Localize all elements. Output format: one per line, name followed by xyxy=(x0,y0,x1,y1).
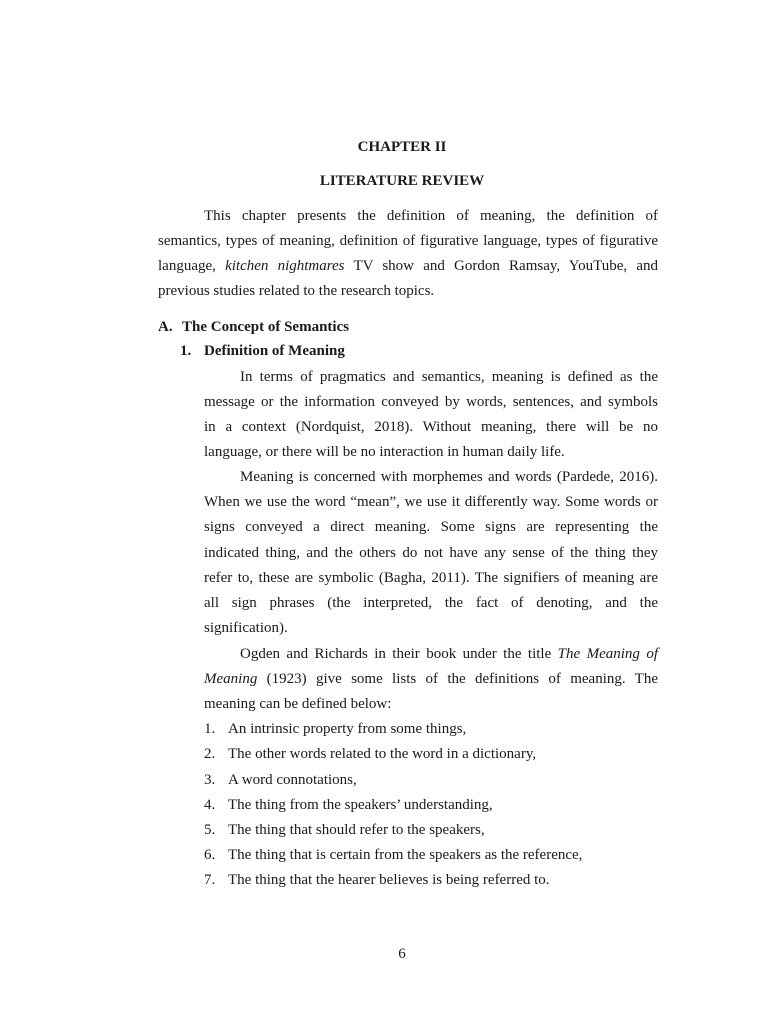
show-title: kitchen nightmares xyxy=(225,258,345,274)
section-label: A. xyxy=(158,319,173,335)
paragraph-line: meaning can be defined below: xyxy=(204,696,392,712)
paragraph-line: refer to, these are symbolic (Bagha, 2011). The signifiers of meaning are xyxy=(204,570,658,586)
list-text: An intrinsic property from some things, xyxy=(228,721,467,737)
paragraph-line xyxy=(204,669,658,689)
list-item xyxy=(204,744,536,764)
list-item xyxy=(204,820,485,840)
paragraph-text: (1923) give some lists of the definitions of meaning. The xyxy=(266,671,658,687)
paragraph-line: When we use the word “mean”, we use it differently way. Some words or xyxy=(204,494,658,510)
paragraph-line xyxy=(240,644,658,664)
list-text: The other words related to the word in a dictionary, xyxy=(228,746,537,762)
intro-text: TV show and Gordon Ramsay, YouTube, and xyxy=(353,258,658,274)
list-number: 7. xyxy=(204,872,216,888)
page-number: 6 xyxy=(398,946,406,962)
list-number: 3. xyxy=(204,772,216,788)
book-title: Meaning xyxy=(204,671,258,687)
intro-line xyxy=(158,256,658,276)
list-text: The thing from the speakers’ understanding, xyxy=(228,797,493,813)
paragraph-line: in a context (Nordquist, 2018). Without meaning, there will be no xyxy=(204,419,658,435)
paragraph-line: signification). xyxy=(204,620,288,636)
subsection-heading xyxy=(180,341,345,361)
paragraph-line: In terms of pragmatics and semantics, meaning is defined as the xyxy=(240,369,658,385)
paragraph-line: Meaning is concerned with morphemes and words (Pardede, 2016). xyxy=(240,469,658,485)
subsection-label: 1. xyxy=(180,343,192,359)
list-number: 6. xyxy=(204,847,216,863)
list-text: The thing that the hearer believes is being referred to. xyxy=(228,872,550,888)
list-number: 1. xyxy=(204,721,216,737)
section-title: The Concept of Semantics xyxy=(182,319,350,335)
intro-line: previous studies related to the research topics. xyxy=(158,283,435,299)
paragraph-line: language, or there will be no interaction in human daily life. xyxy=(204,444,565,460)
paragraph-text: Ogden and Richards in their book under the title xyxy=(240,646,552,662)
chapter-title: LITERATURE REVIEW xyxy=(319,173,485,189)
section-heading xyxy=(158,317,349,337)
list-item xyxy=(204,845,582,865)
intro-line: This chapter presents the definition of meaning, the definition of xyxy=(204,208,658,224)
list-text: The thing that should refer to the speakers, xyxy=(228,822,485,838)
intro-text: language, xyxy=(158,258,216,274)
list-number: 4. xyxy=(204,797,216,813)
list-number: 5. xyxy=(204,822,216,838)
paragraph-line: indicated thing, and the others do not have any sense of the thing they xyxy=(204,545,658,561)
list-item xyxy=(204,770,357,790)
chapter-number: CHAPTER II xyxy=(357,139,447,155)
list-text: A word connotations, xyxy=(228,772,357,788)
list-item xyxy=(204,870,550,890)
list-item xyxy=(204,795,493,815)
paragraph-line: all sign phrases (the interpreted, the fact of denoting, and the xyxy=(204,595,658,611)
list-text: The thing that is certain from the speakers as the reference, xyxy=(228,847,583,863)
book-title: The Meaning of xyxy=(557,646,658,662)
paragraph-line: signs conveyed a direct meaning. Some signs are representing the xyxy=(204,519,658,535)
paragraph-line: message or the information conveyed by words, sentences, and symbols xyxy=(204,394,658,410)
list-item xyxy=(204,719,466,739)
intro-line: semantics, types of meaning, definition of figurative language, types of figurative xyxy=(158,233,658,249)
list-number: 2. xyxy=(204,746,216,762)
subsection-title: Definition of Meaning xyxy=(204,343,345,359)
